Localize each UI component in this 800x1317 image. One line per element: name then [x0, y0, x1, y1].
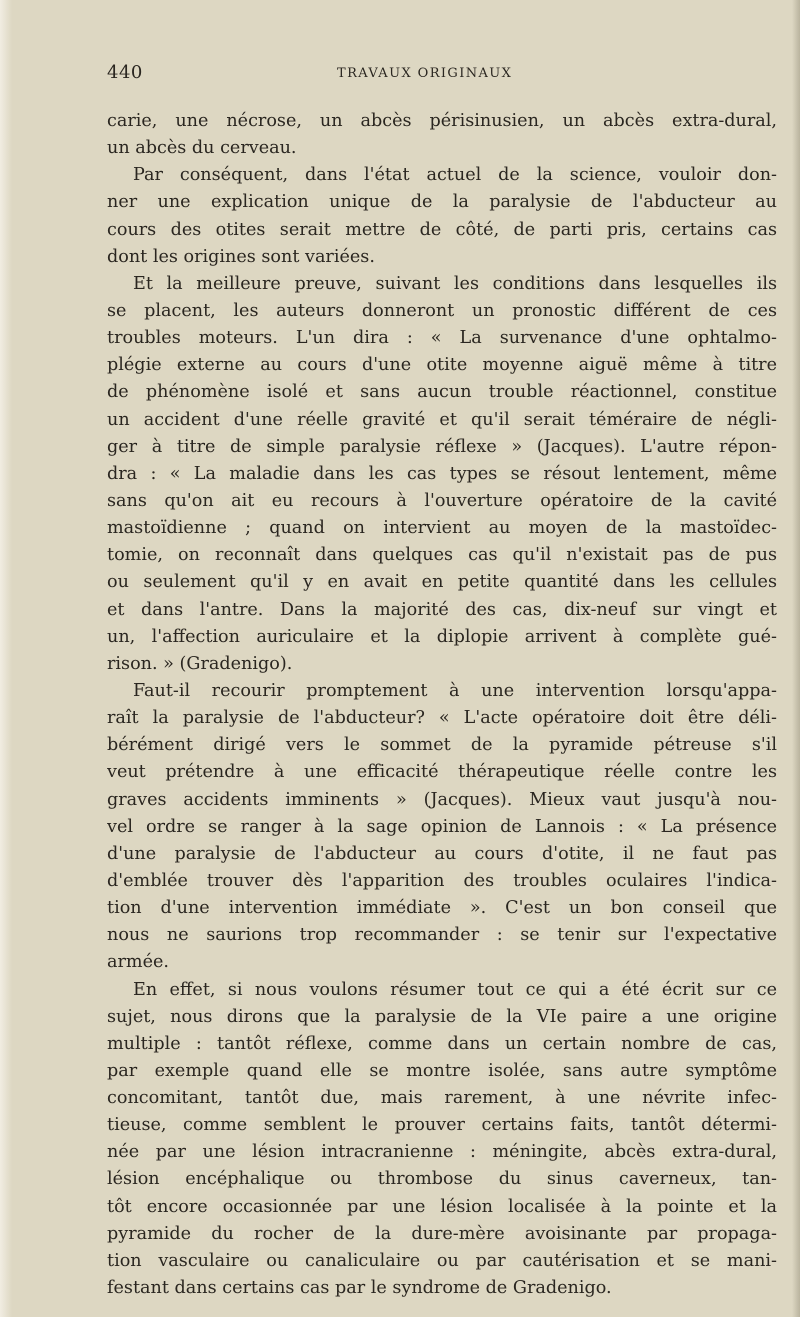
text-line: festant dans certains cas par le syndrome de Gradenigo. [107, 1278, 612, 1299]
text-line: se placent, les auteurs donneront un pronostic différent de ces [107, 300, 777, 321]
text-line: tion d'une intervention immédiate ». C'est un bon conseil que [107, 898, 777, 919]
text-line: ger à titre de simple paralysie réflexe » (Jacques). L'autre répon- [107, 436, 777, 457]
text-line: En effet, si nous voulons résumer tout ce qui a été écrit sur ce [133, 979, 777, 1000]
text-line: tieuse, comme semblent le prouver certains faits, tantôt détermi- [107, 1115, 777, 1136]
text-line: lésion encéphalique ou thrombose du sinus caverneux, tan- [107, 1169, 777, 1190]
text-line: d'une paralysie de l'abducteur au cours d'otite, il ne faut pas [107, 843, 777, 864]
text-line: tion vasculaire ou canaliculaire ou par cautérisation et se mani- [107, 1250, 777, 1271]
page-number: 440 [107, 62, 143, 83]
text-line: tôt encore occasionnée par une lésion localisée à la pointe et la [107, 1196, 777, 1217]
text-line: un abcès du cerveau. [107, 138, 297, 159]
text-line: concomitant, tantôt due, mais rarement, à une névrite infec- [107, 1088, 777, 1109]
text-line: multiple : tantôt réflexe, comme dans un certain nombre de cas, [107, 1033, 777, 1054]
text-line: rison. » (Gradenigo). [107, 653, 293, 674]
text-line: nous ne saurions trop recommander : se tenir sur l'expectative [107, 925, 777, 946]
page-left-edge [0, 0, 12, 1317]
text-line: armée. [107, 952, 169, 973]
text-line: mastoïdienne ; quand on intervient au moyen de la mastoïdec- [107, 518, 777, 539]
text-line: ner une explication unique de la paralysie de l'abducteur au [107, 192, 777, 213]
text-line: raît la paralysie de l'abducteur? « L'acte opératoire doit être déli- [107, 708, 777, 729]
text-line: sujet, nous dirons que la paralysie de la VIe paire a une origine [107, 1006, 777, 1027]
text-line: de phénomène isolé et sans aucun trouble réactionnel, constitue [107, 382, 777, 403]
text-line: dra : « La maladie dans les cas types se résout lentement, même [107, 463, 777, 484]
text-line: Par conséquent, dans l'état actuel de la science, vouloir don- [133, 165, 777, 186]
text-line: sans qu'on ait eu recours à l'ouverture opératoire de la cavité [107, 490, 777, 511]
text-line: bérément dirigé vers le sommet de la pyramide pétreuse s'il [107, 735, 777, 756]
body-text [107, 108, 777, 1302]
text-line: plégie externe au cours d'une otite moyenne aiguë même à titre [107, 355, 777, 376]
text-line: pyramide du rocher de la dure-mère avoisinante par propaga- [107, 1223, 777, 1244]
text-line: et dans l'antre. Dans la majorité des cas, dix-neuf sur vingt et [107, 599, 777, 620]
text-line: ou seulement qu'il y en avait en petite quantité dans les cellules [107, 572, 777, 593]
text-line: dont les origines sont variées. [107, 246, 375, 267]
text-line: un, l'affection auriculaire et la diplopie arrivent à complète gué- [107, 626, 777, 647]
text-line: Faut-il recourir promptement à une intervention lorsqu'appa- [133, 680, 777, 701]
text-line: graves accidents imminents » (Jacques). Mieux vaut jusqu'à nou- [107, 789, 777, 810]
text-line: cours des otites serait mettre de côté, de parti pris, certains cas [107, 219, 777, 240]
text-line: carie, une nécrose, un abcès périsinusien, un abcès extra-dural, [107, 111, 777, 131]
text-line: veut prétendre à une efficacité thérapeutique réelle contre les [107, 762, 777, 783]
running-head: TRAVAUX ORIGINAUX [337, 66, 513, 81]
page-right-edge [792, 0, 800, 1317]
text-line: née par une lésion intracranienne : méningite, abcès extra-dural, [107, 1142, 777, 1163]
text-line: un accident d'une réelle gravité et qu'il serait téméraire de négli- [107, 409, 777, 430]
text-line: d'emblée trouver dès l'apparition des troubles oculaires l'indica- [107, 870, 777, 891]
text-line: Et la meilleure preuve, suivant les conditions dans lesquelles ils [133, 273, 777, 294]
text-line: vel ordre se ranger à la sage opinion de Lannois : « La présence [107, 816, 777, 837]
text-line: troubles moteurs. L'un dira : « La survenance d'une ophtalmo- [107, 328, 777, 349]
text-line: par exemple quand elle se montre isolée, sans autre symptôme [107, 1060, 777, 1081]
page-header [107, 62, 777, 86]
text-line: tomie, on reconnaît dans quelques cas qu'il n'existait pas de pus [107, 545, 777, 566]
